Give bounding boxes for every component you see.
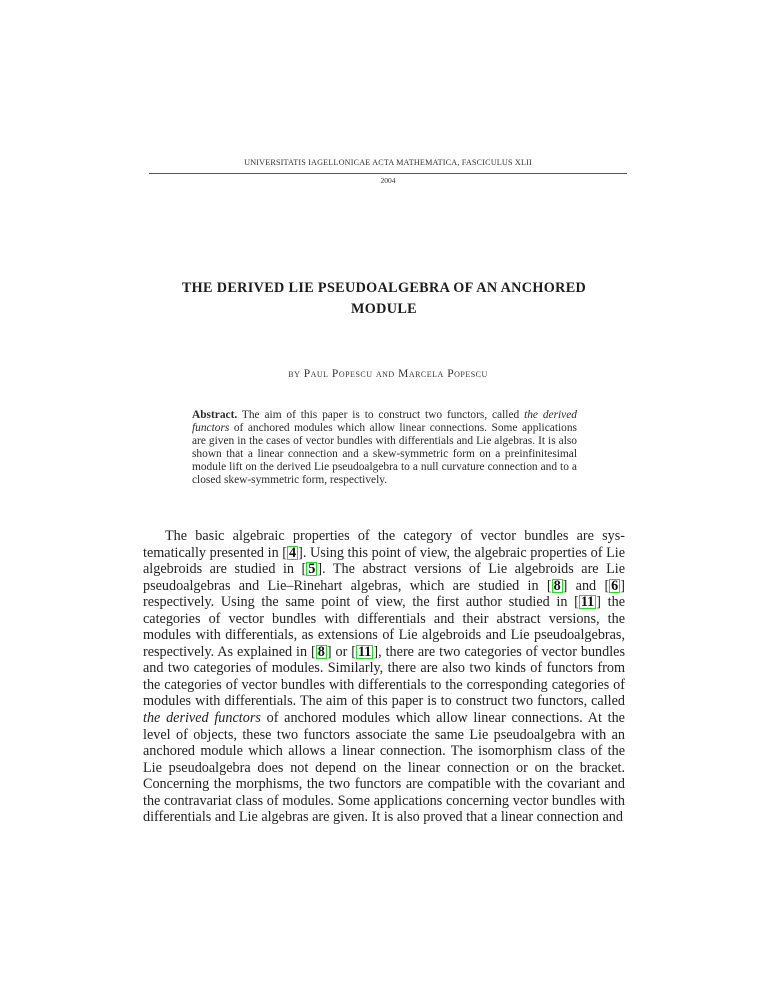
body-text: The basic algebraic properties of the category of vector bundles are systematically presented in bbox=[143, 528, 625, 561]
journal-name: UNIVERSITATIS IAGELLONICAE ACTA MATHEMATICA, FASCICULUS XLII bbox=[244, 158, 532, 167]
title-line-2: MODULE bbox=[351, 301, 417, 317]
body-text: . Using this point of view, the algebraic properties of Lie algebroids are studied in bbox=[143, 544, 625, 578]
abstract bbox=[192, 409, 577, 488]
body-text: of anchored modules which allow linear connections. At the level of objects, these two functors associate the same Lie pseudoalgebra with an anchored module which allows a linear connection. The isomorphism class of the Lie pseudoalgebra does not depend on the linear connection or on the bracket. Concerning the morphisms, the two functors are compatible with the covariant and the contravariat class of modules. Some applications concerning vector bundles with differentials and Lie algebras are given. It is also proved that a linear connection and bbox=[143, 710, 625, 826]
abstract-emphasis: the derived functors bbox=[192, 409, 577, 435]
citation-link-11[interactable]: 11 bbox=[580, 594, 595, 611]
body-text: the categories of vector bundles with differentials and their abstract versions, the modules with differentials, as extensions of Lie algebroids and Lie pseudoalgebras, respectively. As explained in bbox=[143, 594, 625, 660]
citation-link-5[interactable]: 5 bbox=[308, 561, 316, 578]
author-line: by Paul Popescu and Marcela Popescu bbox=[288, 368, 488, 380]
paper-title bbox=[130, 278, 638, 320]
header-rule bbox=[149, 173, 627, 174]
body-paragraph: The basic algebraic properties of the category of vector bundles are systematically presented in [ 4 ]. Using this point of view, the algebraic properties of Lie algebroids are studied in [ 5 ]. The abstract versions of Lie algebroids are Lie pseudoalgebras and Lie–Rinehart algebras, which are studied in [ 8 ] and [ 6 ] respectively. Using the same point of view, the first author studied in [ 11 ] the categories of vector bundles with differentials and their abstract versions, the modules with differentials, as extensions of Lie algebroids and Lie pseudoalgebras, respectively. As explained in [ 8 ] or [ 11 ], there are two categories of vector bundles and two categories of modules. Similarly, there are also two kinds of functors from the categories of vector bundles with differentials to the corresponding categories of modules with differentials. The aim of this paper is to construct two functors, called the derived functors of anchored modules which allow linear connections. At the level of objects, these two functors associate the same Lie pseudoalgebra with an anchored module which allows a linear connection. The isomorphism class of the Lie pseudoalgebra does not depend on the linear connection or on the bracket. Concerning the morphisms, the two functors are compatible with the covariant and the contravariat class of modules. Some applications concerning vector bundles with differentials and Lie algebras are given. It is also proved that a linear connection and bbox=[143, 528, 626, 826]
abstract-text: of anchored modules which allow linear connections. Some applications are given in the cases of vector bundles with differentials and Lie algebras. It is also shown that a linear connection and a skew-symmetric form on a preinfinitesimal module lift on the derived Lie pseudoalgebra to a null curvature connection and to a closed skew-symmetric form, respectively. bbox=[192, 422, 577, 487]
citation-link-8[interactable]: 8 bbox=[317, 643, 325, 660]
publication-year: 2004 bbox=[380, 176, 396, 185]
body-text: . The abstract versions of Lie algebroids are Lie pseudoalgebras and Lie–Rinehart algebras, which are studied in bbox=[143, 561, 626, 594]
citation-link-11[interactable]: 11 bbox=[358, 643, 372, 660]
body-text: or bbox=[331, 643, 352, 660]
body-emphasis: the derived functors bbox=[143, 710, 261, 727]
body-text: respectively. Using the same point of view, the first author studied in bbox=[143, 594, 575, 611]
body-text: , there are two categories of vector bundles and two categories of modules. Similarly, there are also two kinds of functors from the categories of vector bundles with differentials to the corresponding categories of modules with differentials. The aim of this paper is to construct two functors, called bbox=[143, 643, 625, 710]
citation-link-6[interactable]: 6 bbox=[611, 577, 619, 594]
abstract-text: The aim of this paper is to construct two functors, called bbox=[237, 409, 525, 421]
citation-link-8[interactable]: 8 bbox=[553, 577, 561, 594]
citation-link-4[interactable]: 4 bbox=[289, 544, 297, 561]
abstract-label: Abstract. bbox=[192, 409, 238, 421]
body-text: and bbox=[567, 577, 605, 594]
title-line-1: THE DERIVED LIE PSEUDOALGEBRA OF AN ANCHORED bbox=[181, 280, 587, 296]
running-header bbox=[149, 157, 627, 186]
